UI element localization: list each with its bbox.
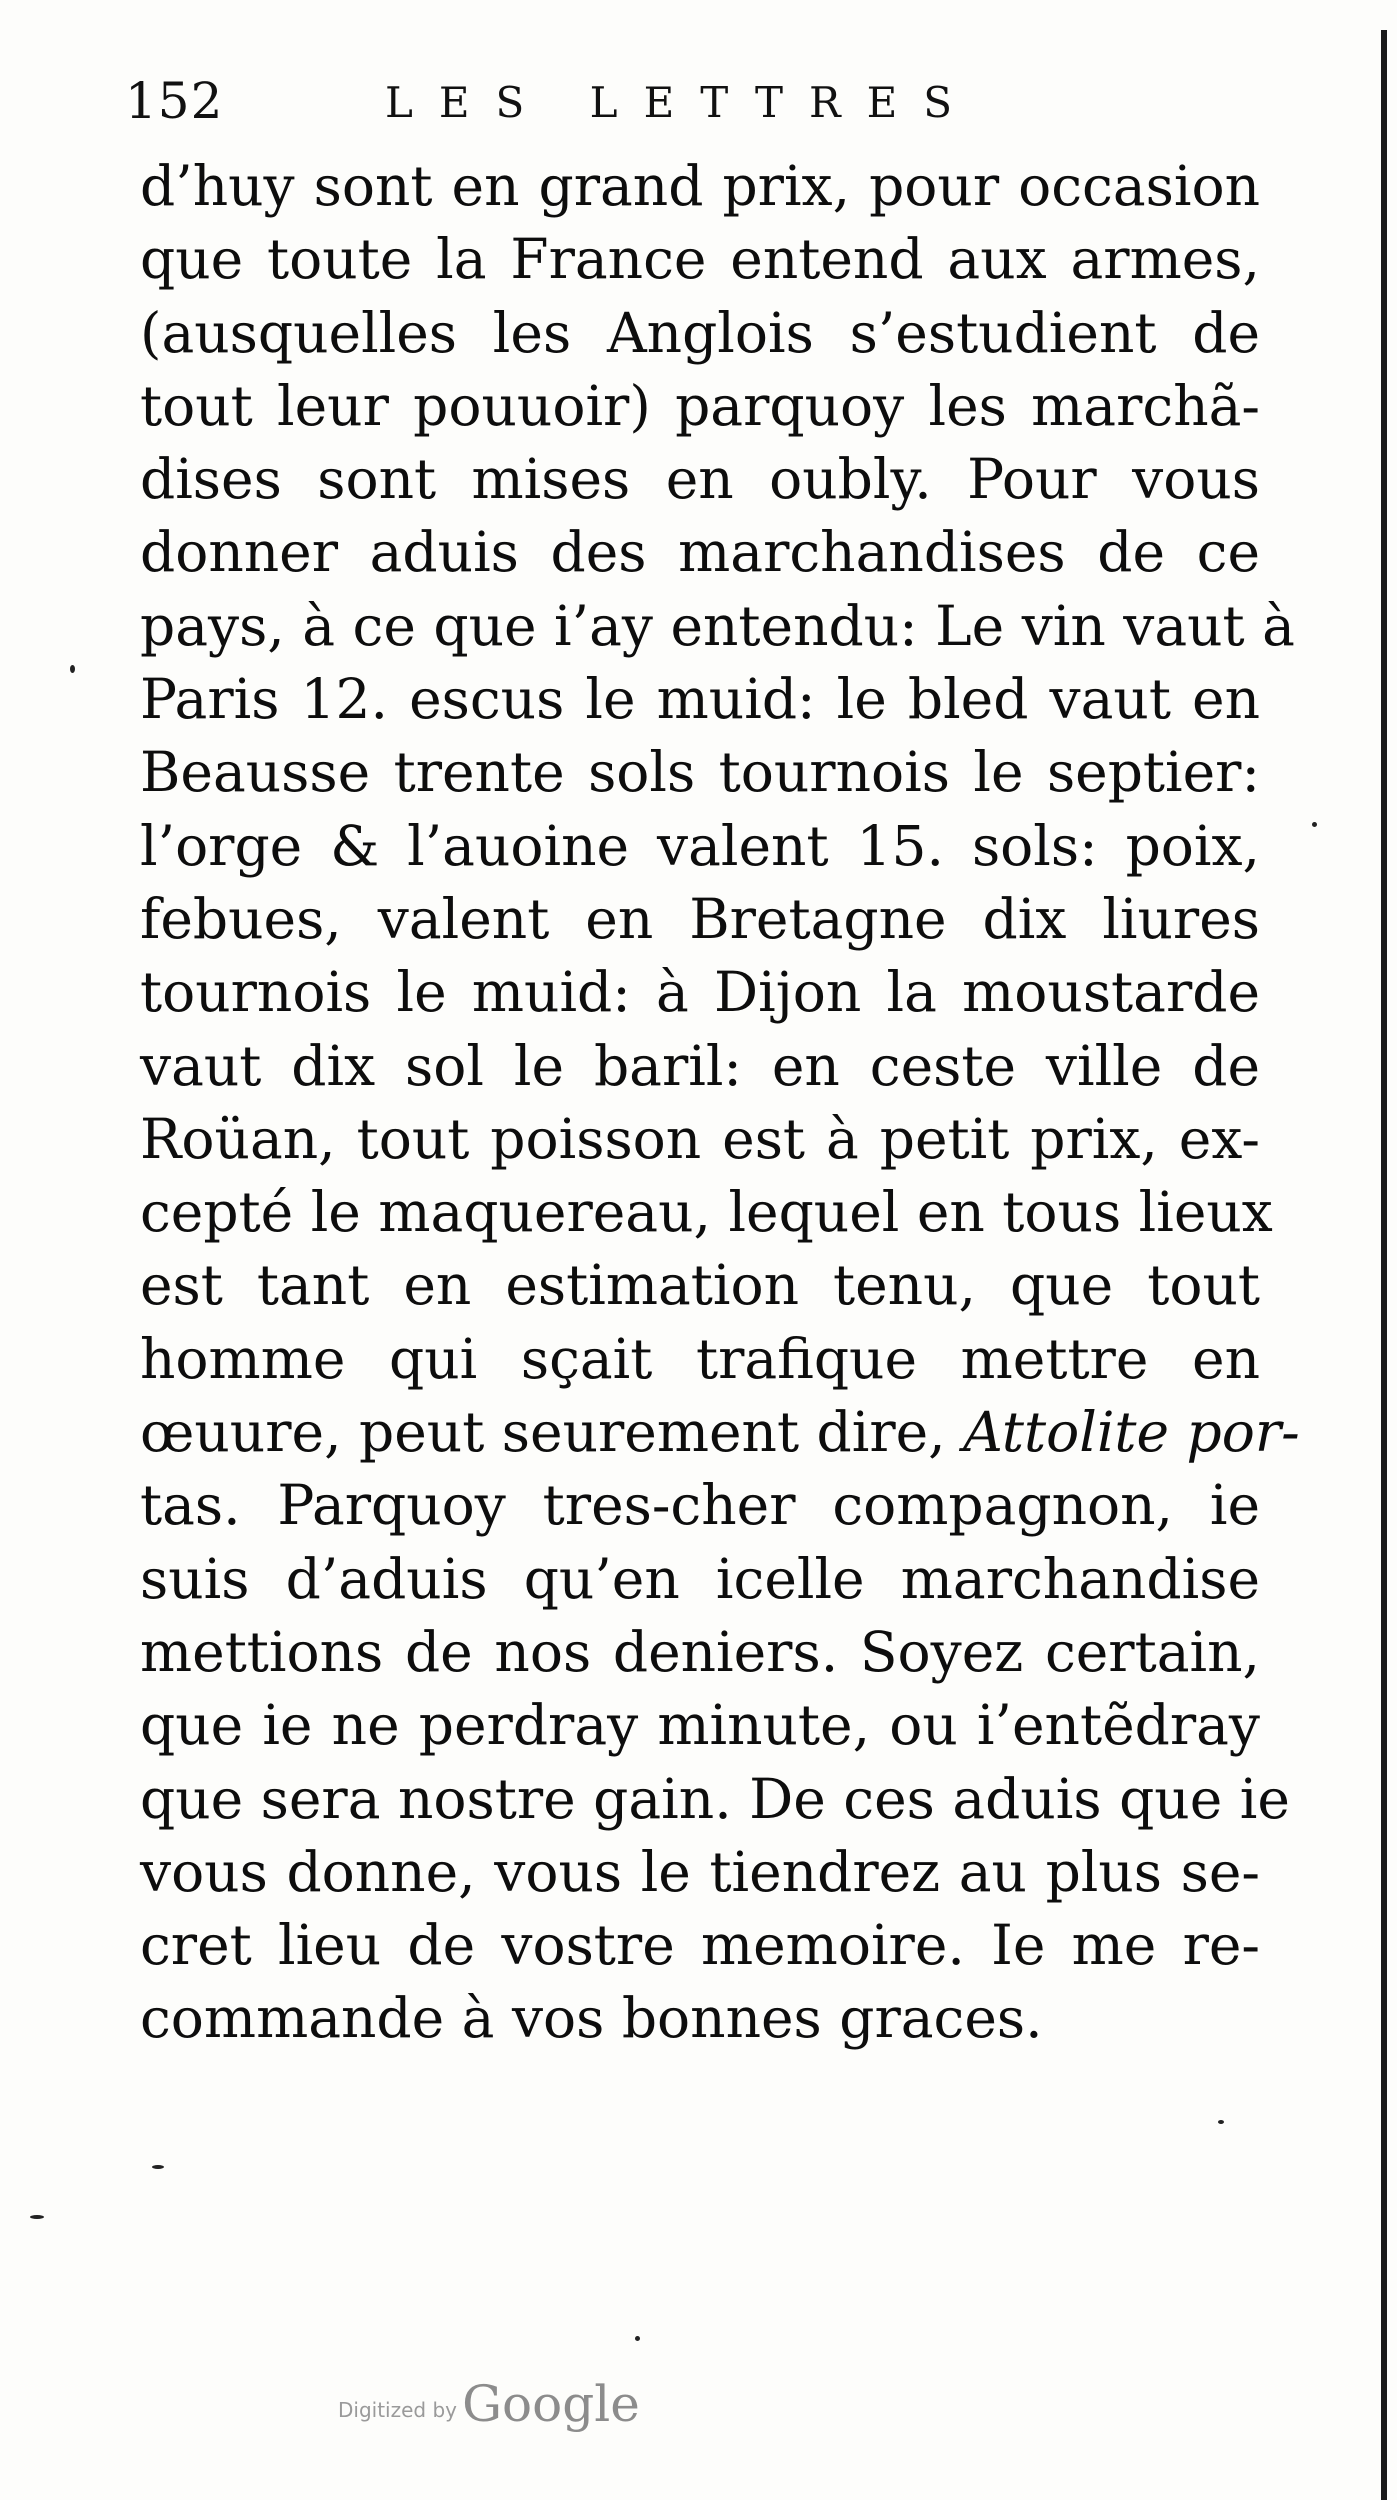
text-line: cepté le maquereau, lequel en tous lieux: [140, 1180, 1273, 1245]
ink-speck: [1312, 822, 1317, 827]
ink-speck: [152, 2165, 164, 2169]
running-title: LES LETTRES: [385, 78, 979, 127]
text-line: mettions de nos deniers. Soyez certain,: [140, 1619, 1260, 1684]
text-line-with-italic: [140, 1396, 1300, 1469]
text-line: homme qui sçait trafique mettre en: [140, 1326, 1260, 1391]
text-line: (ausquelles les Anglois s’estudient de: [140, 300, 1260, 365]
text-line: Paris 12. escus le muid: le bled vaut en: [140, 667, 1260, 732]
digitization-watermark: [338, 2375, 640, 2433]
page-edge-shadow: [1381, 30, 1387, 2500]
running-head: [125, 72, 1265, 142]
text-line: que sera nostre gain. De ces aduis que ie: [140, 1766, 1290, 1831]
text-line: que toute la France entend aux armes,: [140, 227, 1260, 292]
google-logo: Google: [462, 2375, 640, 2433]
watermark-prefix: Digitized by: [338, 2398, 457, 2422]
text-line: pays, à ce que i’ay entendu: Le vin vaut à: [140, 593, 1295, 658]
ink-speck: [30, 2215, 44, 2219]
text-line: Beausse trente sols tournois le septier:: [140, 740, 1260, 805]
text-line: suis d’aduis qu’en icelle marchandise: [140, 1546, 1260, 1611]
italic-latin-phrase: Attolite por-: [963, 1400, 1300, 1465]
text-line-start: œuure, peut seurement dire,: [140, 1400, 946, 1465]
letter-text: [140, 150, 1300, 2056]
text-line: dises sont mises en oubly. Pour vous: [140, 447, 1260, 512]
text-line: cret lieu de vostre memoire. Ie me re-: [140, 1913, 1260, 1978]
page-number: 152: [125, 72, 224, 130]
text-line: Roüan, tout poisson est à petit prix, ex-: [140, 1106, 1260, 1171]
ink-speck: [1218, 2120, 1224, 2124]
text-line-final: commande à vos bonnes graces.: [140, 1986, 1043, 2051]
ink-speck: [70, 665, 75, 673]
text-line: d’huy sont en grand prix, pour occasion: [140, 154, 1260, 218]
text-line: donner aduis des marchandises de ce: [140, 520, 1260, 585]
text-line: que ie ne perdray minute, ou i’entẽdray: [140, 1693, 1260, 1758]
text-line: est tant en estimation tenu, que tout: [140, 1253, 1260, 1318]
text-line: vaut dix sol le baril: en ceste ville de: [140, 1033, 1260, 1098]
text-line: tas. Parquoy tres-cher compagnon, ie: [140, 1473, 1260, 1538]
ink-speck: [635, 2336, 640, 2341]
text-line: l’orge & l’auoine valent 15. sols: poix,: [140, 813, 1260, 878]
text-line: febues, valent en Bretagne dix liures: [140, 886, 1260, 951]
text-line: tournois le muid: à Dijon la moustarde: [140, 960, 1260, 1025]
text-line: vous donne, vous le tiendrez au plus se-: [140, 1839, 1260, 1904]
text-line: tout leur pouuoir) parquoy les marchã-: [140, 373, 1260, 438]
